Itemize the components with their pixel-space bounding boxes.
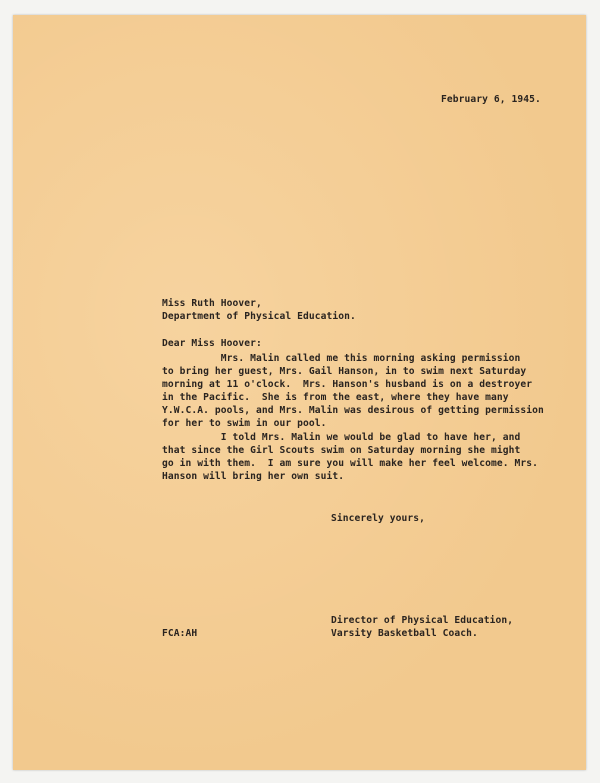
paragraph-1-line: in the Pacific. She is from the east, where they have many	[162, 392, 509, 404]
recipient-department: Department of Physical Education.	[162, 311, 356, 323]
salutation: Dear Miss Hoover:	[162, 338, 262, 349]
paragraph-1-line: Y.W.C.A. pools, and Mrs. Malin was desirous of getting permission	[162, 405, 544, 417]
closing: Sincerely yours,	[331, 513, 426, 524]
paragraph-1-line: for her to swim in our pool.	[162, 418, 327, 430]
recipient-address	[162, 297, 356, 323]
paragraph-2-line: Hanson will bring her own suit.	[162, 471, 345, 483]
signature-title: Director of Physical Education,	[331, 615, 514, 626]
paragraph-2	[162, 431, 538, 483]
signature-title: Varsity Basketball Coach.	[331, 628, 478, 640]
paragraph-2-line: I told Mrs. Malin we would be glad to have her, and	[162, 432, 521, 443]
recipient-name: Miss Ruth Hoover,	[162, 298, 262, 309]
signature-block	[331, 614, 513, 640]
letter-date: February 6, 1945.	[441, 94, 541, 105]
paragraph-1-line: Mrs. Malin called me this morning asking permission	[162, 353, 521, 364]
paragraph-1	[162, 352, 544, 431]
paragraph-2-line: that since the Girl Scouts swim on Saturday morning she might	[162, 445, 521, 457]
paragraph-1-line: to bring her guest, Mrs. Gail Hanson, in to swim next Saturday	[162, 366, 527, 378]
paragraph-1-line: morning at 11 o'clock. Mrs. Hanson's husband is on a destroyer	[162, 379, 533, 391]
letter-page	[13, 15, 586, 770]
reference-initials: FCA:AH	[162, 628, 198, 639]
paragraph-2-line: go in with them. I am sure you will make her feel welcome. Mrs.	[162, 458, 539, 470]
